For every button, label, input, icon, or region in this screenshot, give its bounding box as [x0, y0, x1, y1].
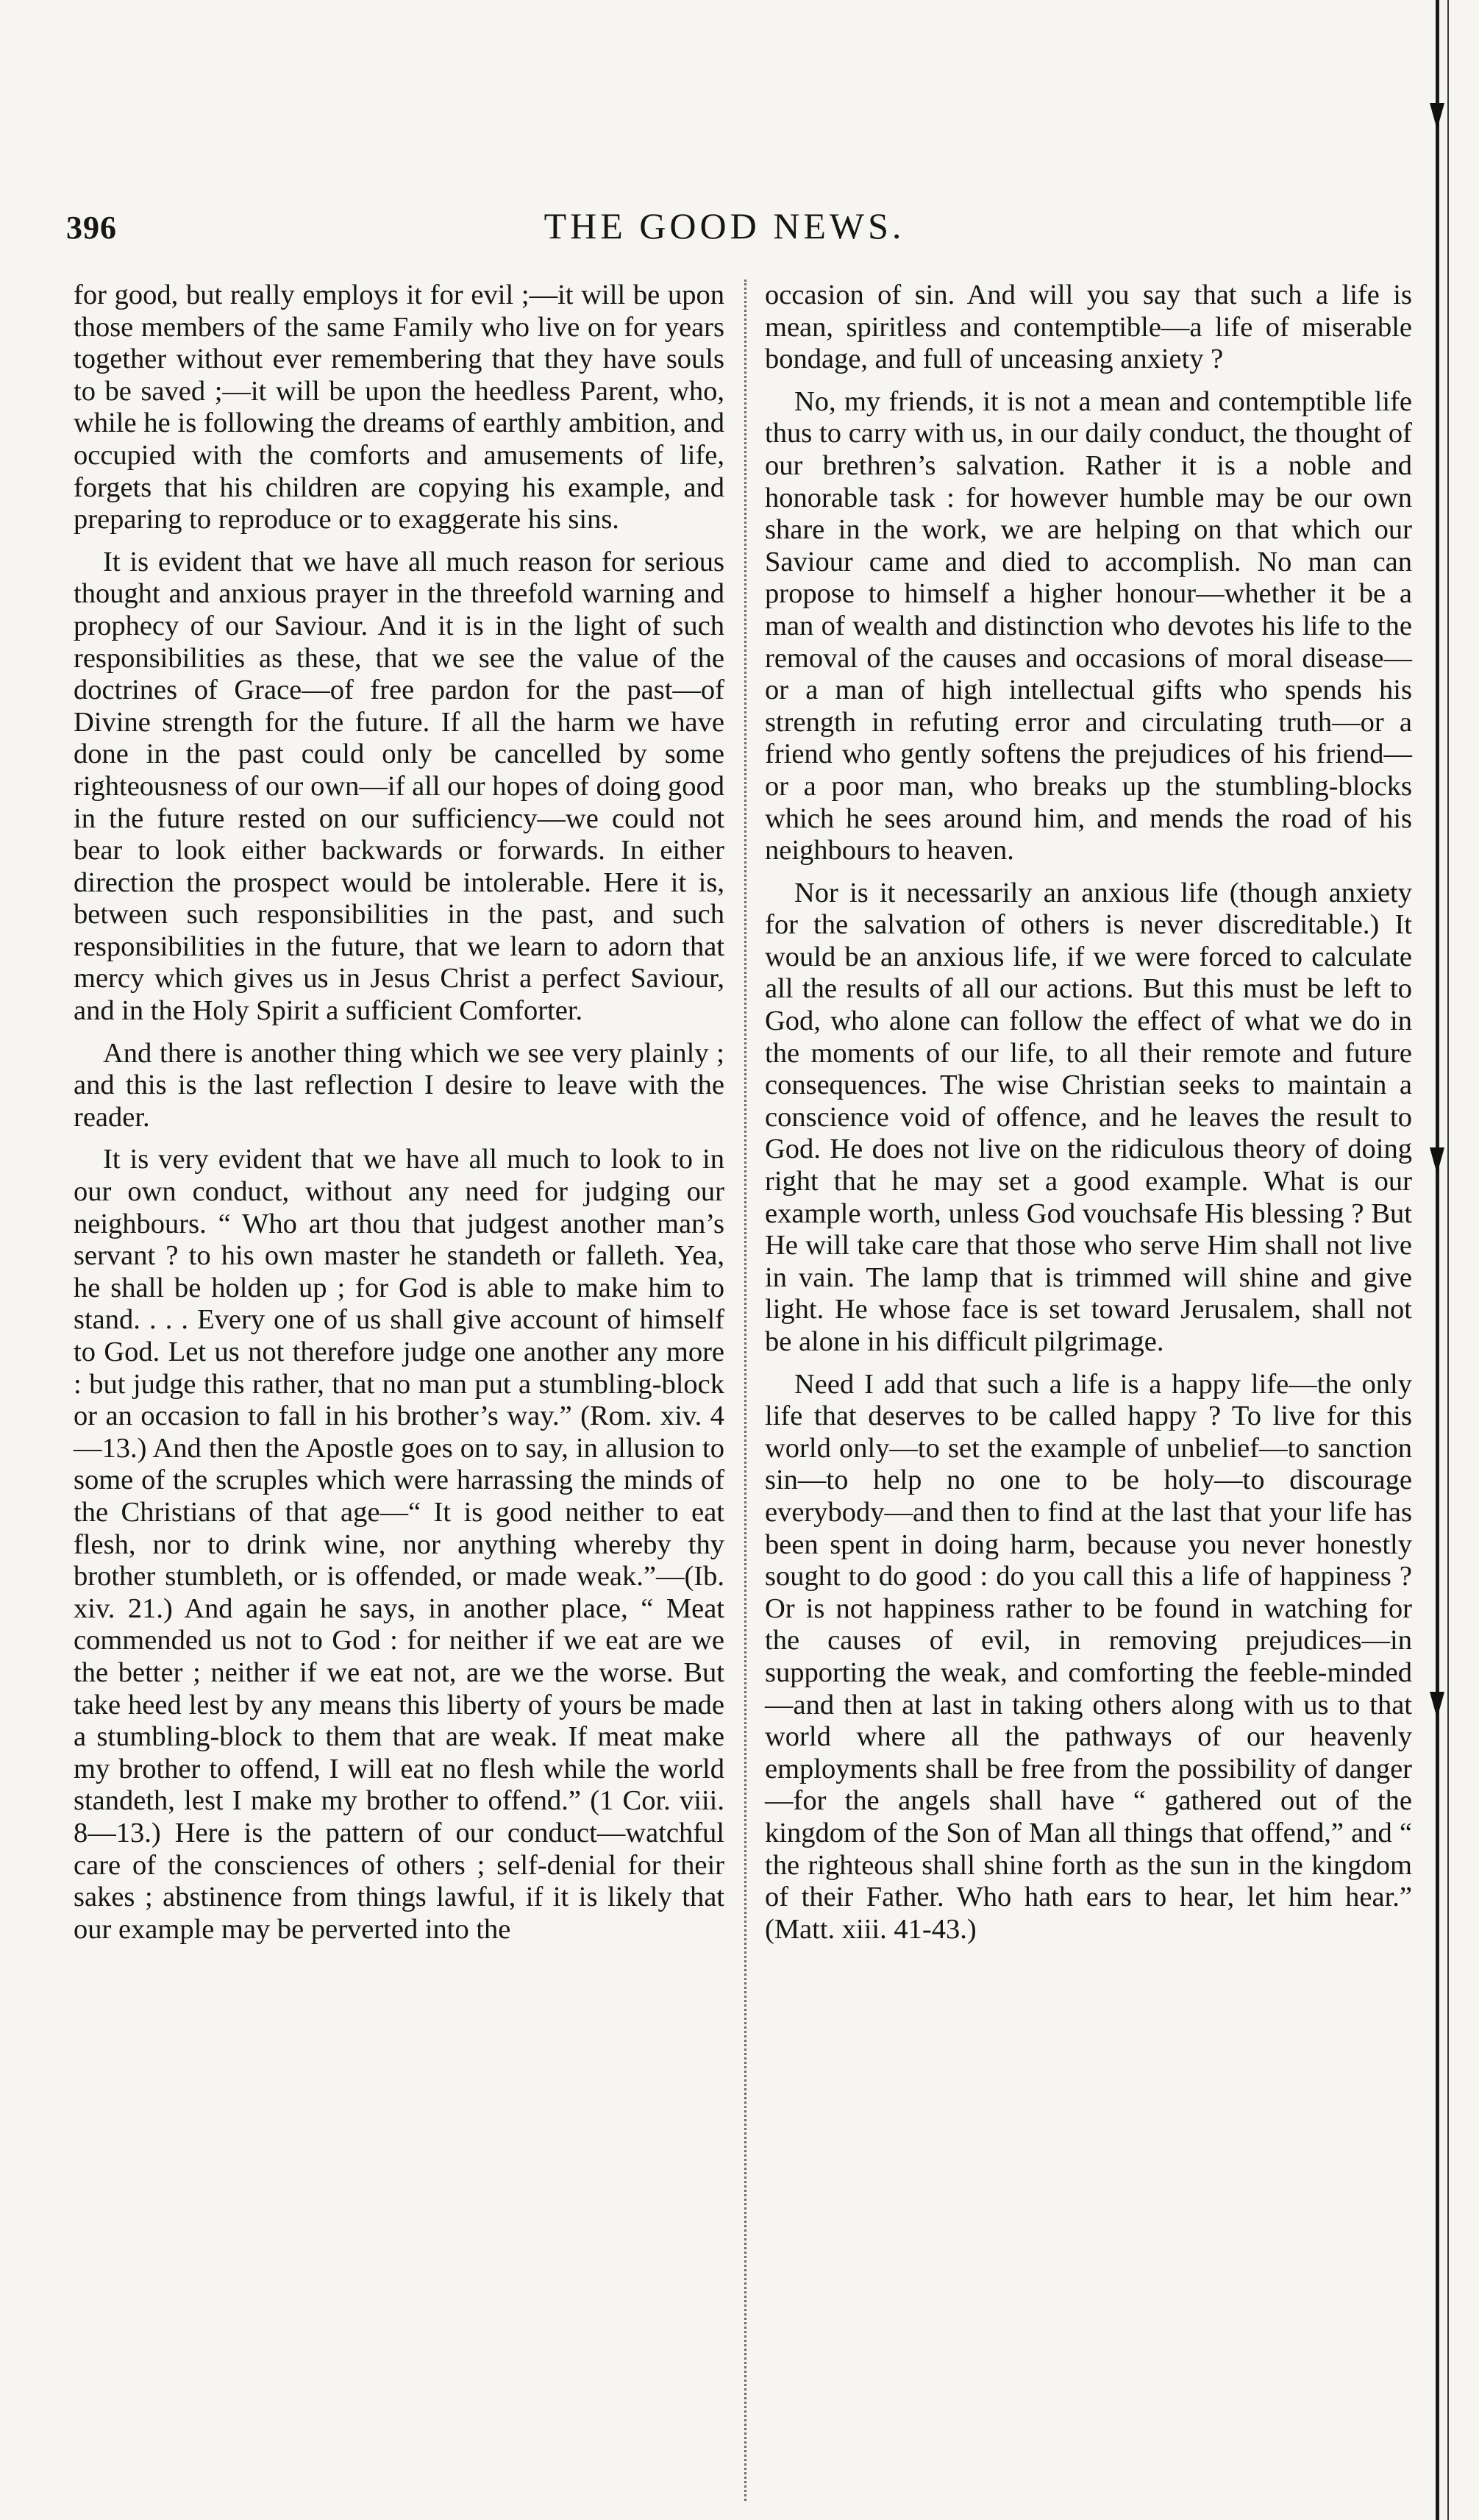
paragraph: Nor is it necessarily an anxious life (though anxiety for the salvation of others is never discreditable.) It would be an anxious life, if we were forced to calculate all the results of all our actions. But this must be left to God, who alone can follow the effect of what we do in the moments of our life, to all their remote and future consequences. The wise Christian seeks to maintain a conscience void of offence, and he leaves the result to God. He does not live on the ridiculous theory of doing right that he may set a good example. What is our example worth, unless God vouchsafe His blessing ? But He will take care that those who serve Him shall not live in vain. The lamp that is trimmed will shine and give light. He whose face is set toward Jerusalem, shall not be alone in his difficult pilgrimage. — [765, 877, 1412, 1357]
binding-edge-thin — [1447, 0, 1449, 2520]
binding-edge — [1436, 0, 1439, 2520]
page-header — [66, 204, 1383, 256]
margin-mark — [1430, 1147, 1444, 1174]
page-number: 396 — [66, 210, 117, 246]
paragraph: for good, but really employs it for evil ;—it will be upon those members of the same Family who live on for years together without ever remembering that they have souls to be saved ;—it will be upon the heedless Parent, who, while he is following the dreams of earthly ambition, and occupied with the comforts and amusements of life, forgets that his children are copying his example, and preparing to reproduce or to exaggerate his sins. — [74, 280, 724, 535]
paragraph: And there is another thing which we see very plainly ; and this is the last reflection I desire to leave with the reader. — [74, 1037, 724, 1133]
right-column — [765, 280, 1412, 1946]
paragraph: It is evident that we have all much reason for serious thought and anxious prayer in the threefold warning and prophecy of our Saviour. And it is in the light of such responsibilities as these, that we see the value of the doctrines of Grace—of free pardon for the past—of Divine strength for the future. If all the harm we have done in the past could only be cancelled by some righteousness of our own—if all our hopes of doing good in the future rested on our sufficiency—we could not bear to look either backwards or forwards. In either direction the prospect would be intolerable. Here it is, between such responsibilities in the past, and such responsibilities in the future, that we learn to adorn that mercy which gives us in Jesus Christ a perfect Saviour, and in the Holy Spirit a sufficient Comforter. — [74, 546, 724, 1027]
paragraph: No, my friends, it is not a mean and contemptible life thus to carry with us, in our daily conduct, the thought of our brethren’s salvation. Rather it is a noble and honorable task : for however humble may be our own share in the work, we are helping on that which our Saviour came and died to accomplish. No man can propose to himself a higher honour—whether it be a man of wealth and distinction who devotes his life to the removal of the causes and occasions of moral disease—or a man of high intellectual gifts who spends his strength in refuting error and circulating truth—or a friend who gently softens the prejudices of his friend—or a poor man, who breaks up the stumbling-blocks which he sees around him, and mends the road of his neighbours to heaven. — [765, 385, 1412, 866]
margin-mark — [1430, 1692, 1444, 1718]
margin-mark — [1430, 103, 1444, 129]
paragraph: Need I add that such a life is a happy life—the only life that deserves to be called happy ? To live for this world only—to set the example of unbelief—to sanction sin—to help no one to be holy—to discourage everybody—and then to find at the last that your life has been spent in doing harm, because you never honestly sought to do good : do you call this a life of happiness ? Or is not happiness rather to be found in watching for the causes of evil, in removing prejudices—in supporting the weak, and comforting the feeble-minded—and then at last in taking others along with us to that world where all the pathways of our heavenly employments shall be free from the possibility of danger—for the angels shall have “ gathered out of the kingdom of the Son of Man all things that offend,” and “ the righteous shall shine forth as the sun in the kingdom of their Father. Who hath ears to hear, let him hear.” (Matt. xiii. 41-43.) — [765, 1368, 1412, 1945]
paragraph: occasion of sin. And will you say that such a life is mean, spiritless and contemptible—a life of miserable bondage, and full of unceasing anxiety ? — [765, 280, 1412, 375]
column-divider — [744, 280, 746, 2501]
left-column — [74, 280, 724, 1946]
paragraph: It is very evident that we have all much to look to in our own conduct, without any need for judging our neighbours. “ Who art thou that judgest another man’s servant ? to his own master he standeth or falleth. Yea, he shall be holden up ; for God is able to make him to stand. . . . Every one of us shall give account of himself to God. Let us not therefore judge one another any more : but judge this rather, that no man put a stumbling-block or an occasion to fall in his brother’s way.” (Rom. xiv. 4—13.) And then the Apostle goes on to say, in allusion to some of the scruples which were harrassing the minds of the Christians of that age—“ It is good neither to eat flesh, nor to drink wine, nor anything whereby thy brother stumbleth, or is offended, or made weak.”—(Ib. xiv. 21.) And again he says, in another place, “ Meat commended us not to God : for neither if we eat are we the better ; neither if we eat not, are we the worse. But take heed lest by any means this liberty of yours be made a stumbling-block to them that are weak. If meat make my brother to offend, I will eat no flesh while the world standeth, lest I make my brother to offend.” (1 Cor. viii. 8—13.) Here is the pattern of our conduct—watchful care of the consciences of others ; self-denial for their sakes ; abstinence from things lawful, if it is likely that our example may be perverted into the — [74, 1144, 724, 1945]
running-title: THE GOOD NEWS. — [544, 205, 905, 246]
